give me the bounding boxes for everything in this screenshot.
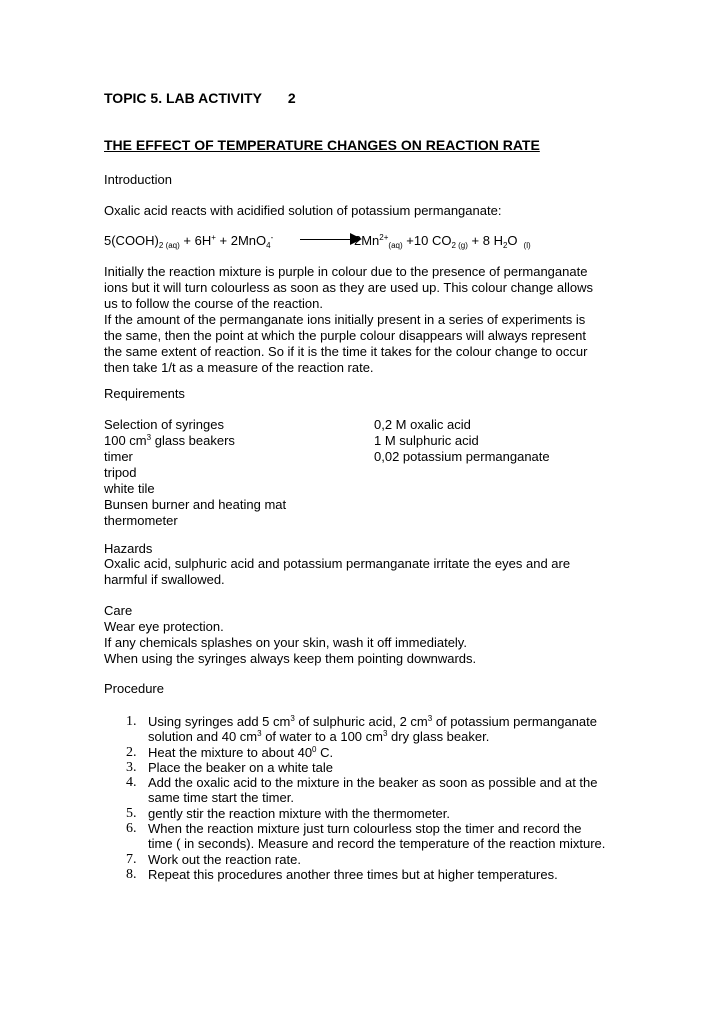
introduction-paragraph: Initially the reaction mixture is purple in colour due to the presence of permanganate ions but it will turn colourless as soon as they are used up. This colour change allows us to follow the course of the reaction. If the amount of the permanganate ions initially present in a series of experiments is the same, then the point at which the purple colour disappears will always represent the same extent of reaction. So if it is the time it takes for the colour change to occur then take 1/t as a measure of the reaction rate. [104,264,593,375]
introduction-sentence: Oxalic acid reacts with acidified solution of potassium permanganate: [104,203,502,218]
equipment-item: Selection of syringes [104,417,224,432]
introduction-heading: Introduction [104,172,172,187]
procedure-heading: Procedure [104,681,164,696]
procedure-list [126,714,606,882]
procedure-step: 5. gently stir the reaction mixture with the thermometer. [126,805,451,821]
care-text: Wear eye protection. If any chemicals splashes on your skin, wash it off immediately. When using the syringes always keep them pointing downwards. [104,619,477,666]
hazards-heading: Hazards [104,541,153,556]
requirements-list [104,417,704,529]
equation-rhs: $2Mn^{2+}_{(aq)} +10$ $CO_{2 (g)} + 8$ $H_2O$ $_{(l)}$ [354,233,531,250]
equipment-item: thermometer [104,513,178,528]
equation-lhs: $5(COOH)_{2 (aq)} + 6H^+ + 2MnO_4^-$ [104,233,274,250]
procedure-step: 3. Place the beaker on a white tale [126,759,334,775]
equipment-item: white tile [104,481,155,496]
procedure-step: 2. Heat the mixture to about $40^0$ C. [126,744,334,760]
equipment-item: 100 $cm^3$ glass beakers [104,433,235,448]
procedure-step: 8. Repeat this procedures another three times but at higher temperatures. [126,866,558,882]
equipment-item: tripod [104,465,137,480]
reaction-arrow [300,239,352,240]
hazards-text: Oxalic acid, sulphuric acid and potassium permanganate irritate the eyes and are harmful if swallowed. [104,556,571,587]
care-heading: Care [104,603,133,618]
procedure-step: 1. Using syringes add 5 $cm^3$ of sulphuric acid, 2 $cm^3$ of potassium permanganate solution and 40 $cm^3$ of water to a 100 $cm^3$ dry glass beaker. [126,714,597,745]
procedure-step: 6. When the reaction mixture just turn colourless stop the timer and record the time ( in seconds). Measure and record the temperature of the reaction mixture. [126,821,606,852]
chemical-item: 1 M sulphuric acid [374,433,479,448]
procedure-step: 7. Work out the reaction rate. [126,851,301,867]
chemical-item: 0,02 potassium permanganate [374,449,550,464]
equipment-item: Bunsen burner and heating mat [104,497,287,512]
requirements-heading: Requirements [104,386,185,401]
topic-title: TOPIC 5. LAB ACTIVITY 2 [104,90,296,106]
chemical-item: 0,2 M oxalic acid [374,417,471,432]
equipment-item: timer [104,449,133,464]
activity-subtitle: THE EFFECT OF TEMPERATURE CHANGES ON REACTION RATE [104,137,540,153]
procedure-step: 4. Add the oxalic acid to the mixture in the beaker as soon as possible and at the same time start the timer. [126,775,598,806]
